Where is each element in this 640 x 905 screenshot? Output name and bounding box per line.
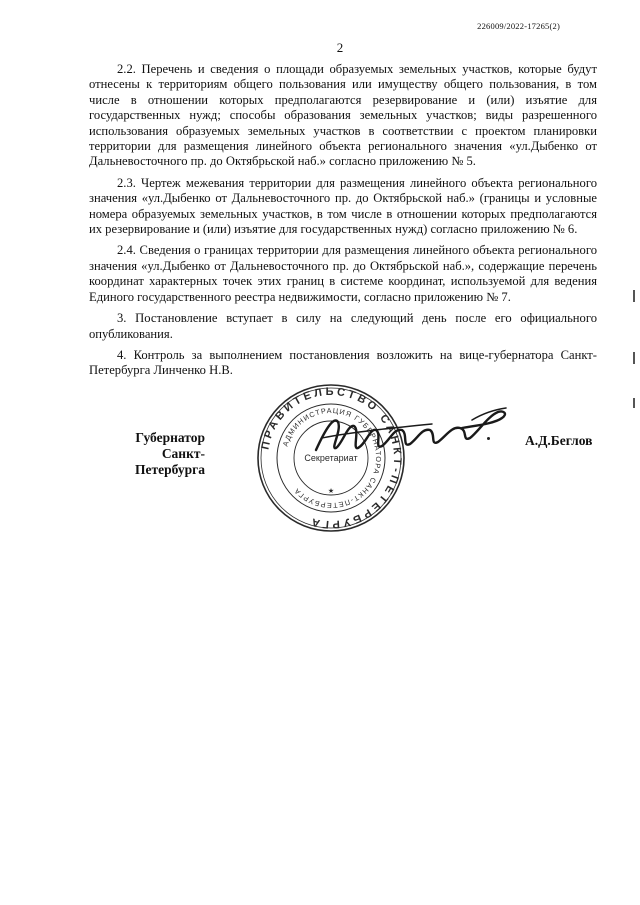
stamp-inner-text: АДМИНИСТРАЦИЯ ГУБЕРНАТОРА САНКТ-ПЕТЕРБУРГА <box>280 405 384 511</box>
paragraph-2-3: 2.3. Чертеж межевания территории для размещения линейного объекта регионального значения «ул.Дыбенко от Дальневосточного пр. до Октябрьской наб.» (границы и условные номера образуемых земельных участков, в том числе в отношении которых предполагаются их резервирование и (или) изъятие для государственных нужд) согласно приложению № 6. <box>89 175 597 237</box>
paragraph-2-4: 2.4. Сведения о границах территории для размещения линейного объекта регионального значения «ул.Дыбенко от Дальневосточного пр. до Октябрьской наб.», содержащие перечень координат характерных точек этих границ в системе координат, используемой для ведения Единого государственного реестра недвижимости, согласно приложению № 7. <box>89 243 597 304</box>
signatory-name: А.Д.Беглов <box>525 433 593 448</box>
document-registration-number: 226009/2022-17265(2) <box>477 21 560 31</box>
paragraph-4: 4. Контроль за выполнением постановления возложить на вице-губернатора Санкт-Петербурга Линченко Н.В. <box>89 347 597 378</box>
page-number: 2 <box>336 40 344 55</box>
document-body <box>89 62 597 385</box>
signatory-title <box>95 430 205 478</box>
stamp-star-icon: ★ <box>327 487 335 495</box>
signature-dot <box>487 437 490 440</box>
scan-edge-mark <box>633 352 635 364</box>
handwritten-signature <box>312 398 512 468</box>
paragraph-3: 3. Постановление вступает в силу на следующий день после его официального опубликования. <box>89 311 597 341</box>
stamp-outer-text: ПРАВИТЕЛЬСТВО САНКТ-ПЕТЕРБУРГА <box>259 385 404 531</box>
scan-edge-mark <box>633 290 635 302</box>
scan-edge-mark <box>633 398 635 408</box>
signatory-title-line2: Санкт-Петербурга <box>135 446 205 477</box>
paragraph-2-2: 2.2. Перечень и сведения о площади образуемых земельных участков, которые будут отнесены к территориям общего пользования или имуществу общего пользования, в том числе в отношении которых предполагаются резервирование и (или) изъятие для государственных нужд; способы образования земельных участков; виды разрешенного использования образуемых земельных участков в соответствии с проектом планировки территории для размещения линейного объекта регионального значения «ул.Дыбенко от Дальневосточного пр. до Октябрьской наб.» согласно приложению № 5. <box>89 62 597 169</box>
stamp-center-text: Секретариат <box>304 453 358 463</box>
signatory-title-line1: Губернатор <box>135 430 205 445</box>
